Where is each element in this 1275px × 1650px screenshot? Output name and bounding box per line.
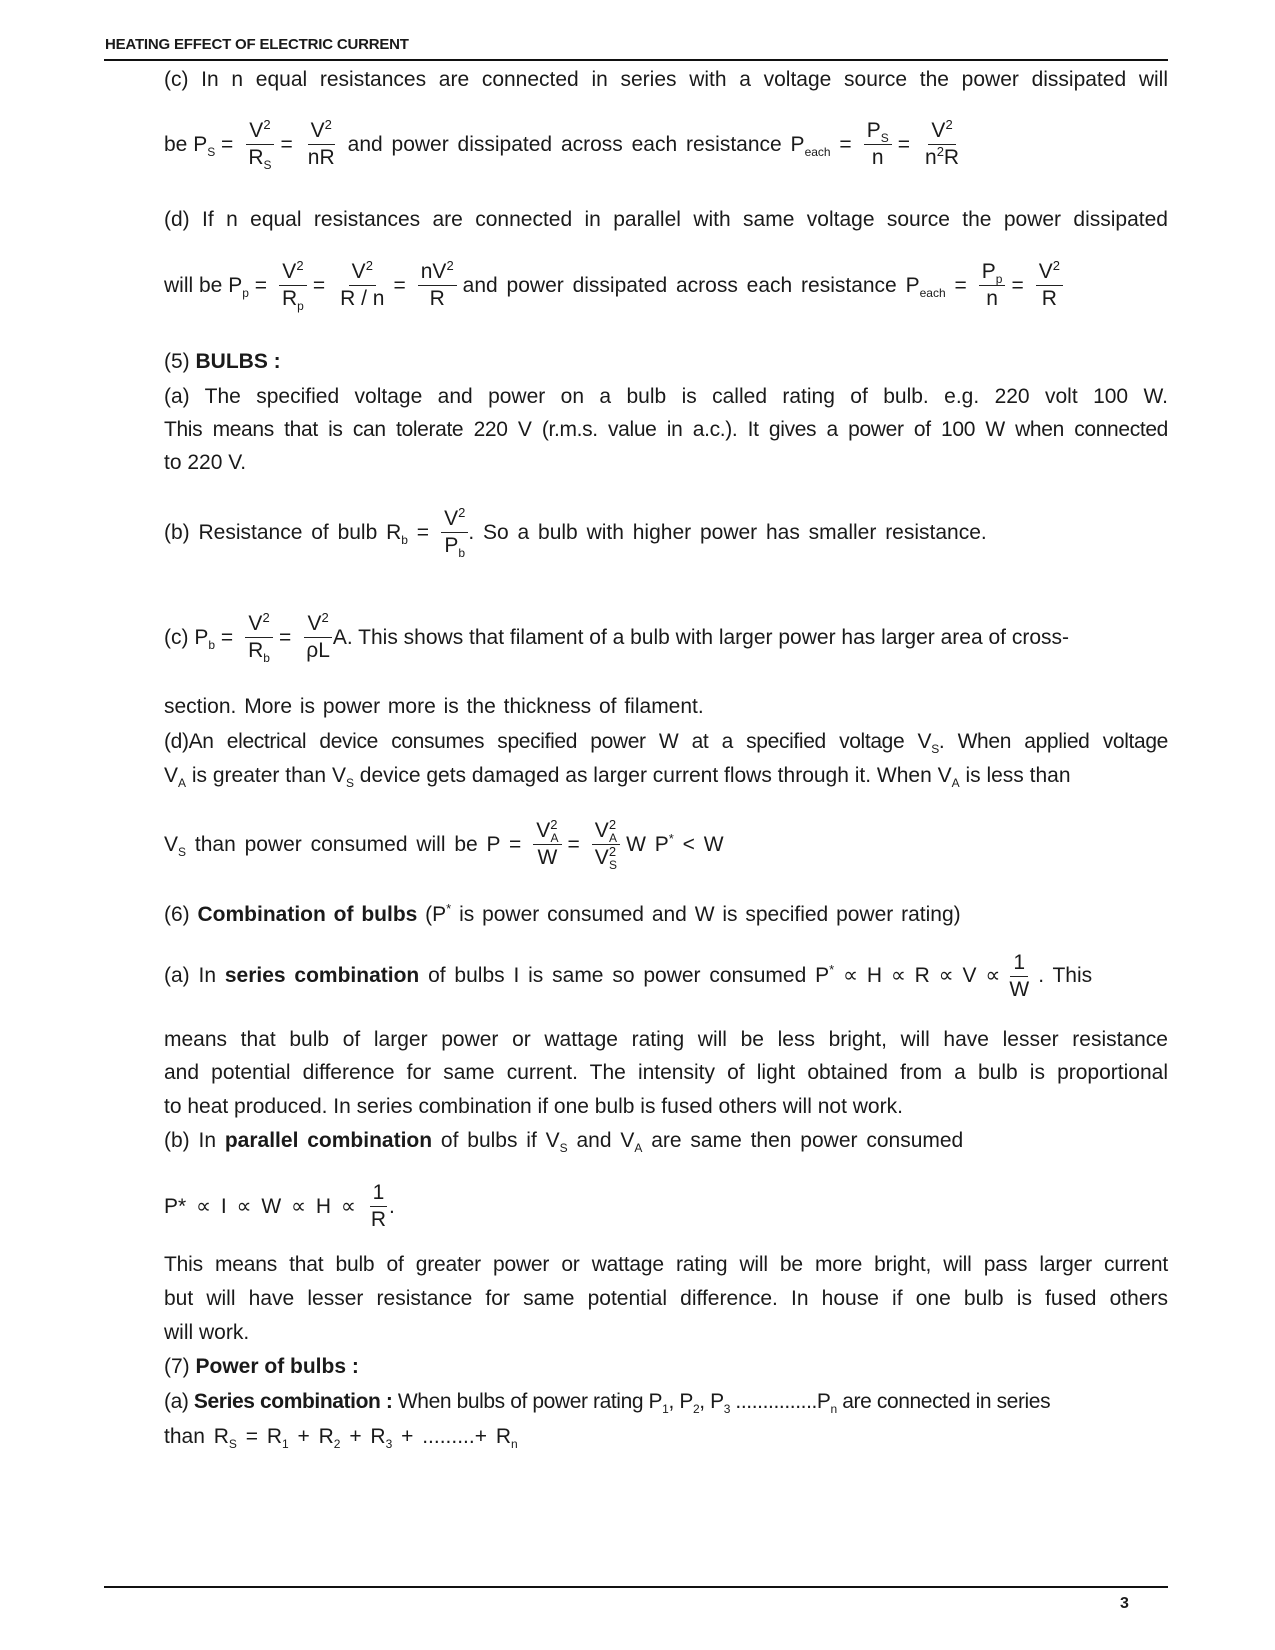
fraction xyxy=(245,118,274,171)
denominator: V xyxy=(594,846,609,869)
text: and power dissipated across each resistance P xyxy=(347,132,805,156)
sub: S xyxy=(345,776,354,790)
sub: 3 xyxy=(385,1437,393,1451)
text: and power dissipated across each resistance P xyxy=(462,273,920,297)
numerator: P xyxy=(866,119,881,142)
heading-number: (7) xyxy=(164,1355,190,1378)
fraction xyxy=(279,259,307,312)
text: will be P xyxy=(164,273,243,297)
denominator: R xyxy=(1041,287,1057,310)
sup: 2 xyxy=(458,505,466,520)
combination-a-line3: and potential difference for same current. The intensity of light obtained from a bulb is proportional xyxy=(164,1061,1168,1084)
equation-bulb-resistance: (b) Resistance of bulb $R_b$ = $\frac{V^2}{P_b}$ . So a bulb with higher power has smaller resistance. xyxy=(164,505,987,560)
denominator: R xyxy=(248,639,264,662)
page-header-title: HEATING EFFECT OF ELECTRIC CURRENT xyxy=(105,36,409,53)
sub: 3 xyxy=(723,1402,730,1416)
text: V xyxy=(164,764,179,787)
bulbs-a-line2: This means that is can tolerate 220 V (r.m.s. value in a.c.). It gives a power of 100 W when connected xyxy=(164,418,1168,441)
bulbs-a-line1: (a) The specified voltage and power on a bulb is called rating of bulb. e.g. 220 volt 100 W. xyxy=(164,385,1168,408)
sub: S xyxy=(880,131,889,145)
sup: 2 xyxy=(263,117,271,132)
sub: p xyxy=(242,285,249,300)
sub: S xyxy=(609,858,618,872)
bold-text: Series combination : xyxy=(193,1390,393,1413)
header-rule xyxy=(104,59,1168,61)
text: be P xyxy=(164,132,208,156)
text: of bulbs if V xyxy=(432,1129,560,1152)
combination-b-line3: This means that bulb of greater power or wattage rating will be more bright, will pass larger current xyxy=(164,1253,1168,1276)
text: ...............P xyxy=(729,1390,831,1413)
fraction xyxy=(305,118,338,171)
bulbs-d-line2 xyxy=(164,762,1168,790)
fraction xyxy=(418,259,457,312)
text: . So a bulb with higher power has smaller resistance. xyxy=(468,520,987,544)
fraction xyxy=(533,818,561,871)
combination-b-line1 xyxy=(164,1127,1168,1155)
fraction xyxy=(245,611,273,664)
sub: b xyxy=(208,637,216,652)
footer-rule xyxy=(104,1586,1168,1588)
bulbs-c-line2: section. More is power more is the thickness of filament. xyxy=(164,695,704,718)
power-series-line1 xyxy=(164,1388,1168,1416)
fraction xyxy=(922,118,962,171)
text: n xyxy=(925,146,937,169)
numerator: V xyxy=(536,819,551,842)
sup: * xyxy=(446,901,452,916)
sub: b xyxy=(458,546,466,560)
combination-b-line4: but will have lesser resistance for same potential difference. In house if one bulb is fused others xyxy=(164,1287,1168,1310)
text: are same then power consumed xyxy=(642,1129,964,1152)
fraction xyxy=(368,1180,389,1233)
denominator: W xyxy=(537,846,558,869)
text: , P xyxy=(668,1390,693,1413)
sup: 2 xyxy=(945,117,953,132)
paragraph-c-series-intro: (c) In n equal resistances are connected in series with a voltage source the power dissipated will xyxy=(164,68,1168,91)
numerator: nV xyxy=(420,260,447,283)
text: = R xyxy=(236,1425,282,1448)
text: , P xyxy=(699,1390,724,1413)
sup: * xyxy=(829,962,835,978)
sub: A xyxy=(951,776,960,790)
equation-consumed-power: $V_S$ than power consumed will be P = $\frac{V^2_A}{W}$ = $\frac{V^2_A}{V^2_S}$ W P* < W xyxy=(164,817,724,872)
numerator: V xyxy=(1038,260,1053,283)
heading-number: (5) xyxy=(164,350,190,373)
text: When bulbs of power rating P xyxy=(392,1390,663,1413)
sub: p xyxy=(995,272,1003,286)
text: device gets damaged as larger current flows through it. When V xyxy=(353,764,952,787)
sub: 1 xyxy=(662,1402,669,1416)
denominator: n xyxy=(986,287,998,310)
text: < W xyxy=(673,832,724,856)
power-series-line2 xyxy=(164,1423,1168,1451)
bold-text: parallel combination xyxy=(224,1129,433,1152)
bold-text: series combination xyxy=(224,964,420,988)
fraction xyxy=(441,506,468,559)
heading-bulbs xyxy=(164,348,1168,376)
numerator: V xyxy=(282,260,297,283)
sub: S xyxy=(228,1437,237,1451)
numerator: 1 xyxy=(370,1180,388,1207)
denominator: nR xyxy=(307,146,335,169)
heading-number: (6) xyxy=(164,903,190,926)
sup: 2 xyxy=(262,610,270,625)
sup: 2 xyxy=(936,144,944,159)
text: A. This shows that filament of a bulb with larger power has larger area of cross- xyxy=(332,625,1069,649)
equation-parallel-power: will be $P_p$ = $\frac{V^2}{R_p}$ = $\frac{V^2}{R / n}$ = $\frac{nV^2}{R}$ and power dissipated across each resistance $P_{each}$ = $\frac{P_p}{n}$ = $\frac{V^2}{R}$ xyxy=(164,259,1168,312)
sup: 2 xyxy=(365,258,373,273)
bulbs-a-line3: to 220 V. xyxy=(164,451,247,474)
subscript: S xyxy=(207,144,216,159)
denominator: P xyxy=(444,534,459,557)
heading-text: Power of bulbs : xyxy=(195,1355,359,1378)
text: than R xyxy=(164,1425,229,1448)
sub: b xyxy=(401,532,408,547)
denominator: R xyxy=(429,287,445,310)
sup: 2 xyxy=(1052,258,1060,273)
equation-series-power: be $P_S$ = $\frac{V^2}{R_S}$ = $\frac{V^2}{nR}$ and power dissipated across each resistance $P_{each}$ = $\frac{P_S}{n}$ = $\frac{V^2}{n^2R}$ xyxy=(164,118,968,171)
denominator: R xyxy=(248,146,264,169)
heading-text: BULBS : xyxy=(195,350,281,373)
sub: S xyxy=(178,844,187,859)
numerator: V xyxy=(248,612,263,635)
denominator: ρL xyxy=(306,639,330,662)
sub: A xyxy=(609,831,618,845)
text: (b) In xyxy=(164,1129,225,1152)
fraction xyxy=(303,611,333,664)
sub: A xyxy=(634,1141,643,1155)
equation-parallel-combination xyxy=(164,1180,401,1233)
numerator: V xyxy=(594,819,609,842)
denominator: R / n xyxy=(340,287,385,310)
text: R xyxy=(943,146,960,169)
sup: 2 xyxy=(608,817,617,832)
text: . This xyxy=(1038,964,1093,988)
fraction xyxy=(979,259,1006,312)
denominator: n xyxy=(871,146,884,169)
text: are connected in series xyxy=(836,1390,1051,1413)
numerator: V xyxy=(249,119,264,142)
numerator: P xyxy=(981,260,996,283)
numerator: V xyxy=(310,119,325,142)
sub: 1 xyxy=(282,1437,289,1451)
page-number: 3 xyxy=(1120,1595,1129,1612)
sup: 2 xyxy=(550,817,558,832)
fraction xyxy=(1006,950,1032,1003)
combination-a-line4: to heat produced. In series combination if one bulb is fused others will not work. xyxy=(164,1095,903,1118)
sup: 2 xyxy=(324,117,332,132)
text: (d)An electrical device consumes specified power W at a specified voltage V xyxy=(164,730,932,753)
bulbs-d-line1 xyxy=(164,728,1168,756)
text: (P xyxy=(425,903,447,926)
sup: 2 xyxy=(446,258,454,273)
combination-a-line2: means that bulb of larger power or wattage rating will be less bright, will have lesser resistance xyxy=(164,1028,1168,1051)
fraction xyxy=(337,259,387,312)
text: (b) Resistance of bulb R xyxy=(164,520,402,544)
sup: 2 xyxy=(608,844,617,859)
denominator: W xyxy=(1009,978,1030,1001)
text: . When applied voltage xyxy=(938,730,1168,753)
text: is greater than V xyxy=(186,764,346,787)
sub: 2 xyxy=(333,1437,341,1451)
text: and V xyxy=(567,1129,635,1152)
sub: b xyxy=(263,651,270,665)
fraction xyxy=(864,118,892,171)
sub: S xyxy=(559,1141,568,1155)
equation-series-combination xyxy=(164,950,1168,1003)
sub: 2 xyxy=(692,1402,700,1416)
text: + R xyxy=(288,1425,334,1448)
text: W P xyxy=(626,832,669,856)
denominator: R xyxy=(370,1208,387,1231)
sup: * xyxy=(668,830,674,846)
fraction xyxy=(592,818,620,871)
sub: A xyxy=(178,776,187,790)
numerator: V xyxy=(931,119,946,142)
sup: 2 xyxy=(321,610,329,625)
sub: each xyxy=(919,285,946,300)
numerator: V xyxy=(444,507,459,530)
heading-combination xyxy=(164,901,1168,929)
fraction xyxy=(1036,259,1063,312)
sub: p xyxy=(297,299,304,313)
heading-power-of-bulbs xyxy=(164,1353,1168,1381)
numerator: V xyxy=(351,260,366,283)
combination-b-line5: will work. xyxy=(164,1321,250,1344)
text: is power consumed and W is specified power rating) xyxy=(451,903,961,926)
sub: S xyxy=(931,742,939,756)
text: + .........+ R xyxy=(392,1425,511,1448)
numerator: 1 xyxy=(1010,950,1028,977)
sup: 2 xyxy=(296,258,304,273)
text: is less than xyxy=(959,764,1071,787)
text: V xyxy=(164,832,179,856)
equation-bulb-power: (c) $P_b$ = $\frac{V^2}{R_b}$ = $\frac{V^2}{\rho L}$ A. This shows that filament of a bulb with larger power has larger area of cross- xyxy=(164,610,1069,665)
text: (c) P xyxy=(164,625,209,649)
text: (a) xyxy=(164,1390,194,1413)
sub: A xyxy=(550,831,559,845)
paragraph-d-parallel-intro: (d) If n equal resistances are connected in parallel with same voltage source the power dissipated xyxy=(164,208,1168,231)
text: (a) In xyxy=(164,964,225,988)
sub: n xyxy=(830,1402,837,1416)
text: P* ∝ I ∝ W ∝ H ∝ xyxy=(164,1195,356,1218)
text: . xyxy=(389,1194,395,1218)
sub: each xyxy=(804,144,831,159)
text: of bulbs I is same so power consumed P xyxy=(419,964,830,988)
text: ∝ H ∝ R ∝ V ∝ xyxy=(834,964,1001,988)
sub: S xyxy=(263,158,272,172)
heading-text: Combination of bulbs xyxy=(197,903,418,926)
text: + R xyxy=(340,1425,386,1448)
denominator: R xyxy=(282,287,298,310)
text: than power consumed will be P = xyxy=(194,832,522,856)
numerator: V xyxy=(307,612,322,635)
sub: n xyxy=(511,1437,518,1451)
